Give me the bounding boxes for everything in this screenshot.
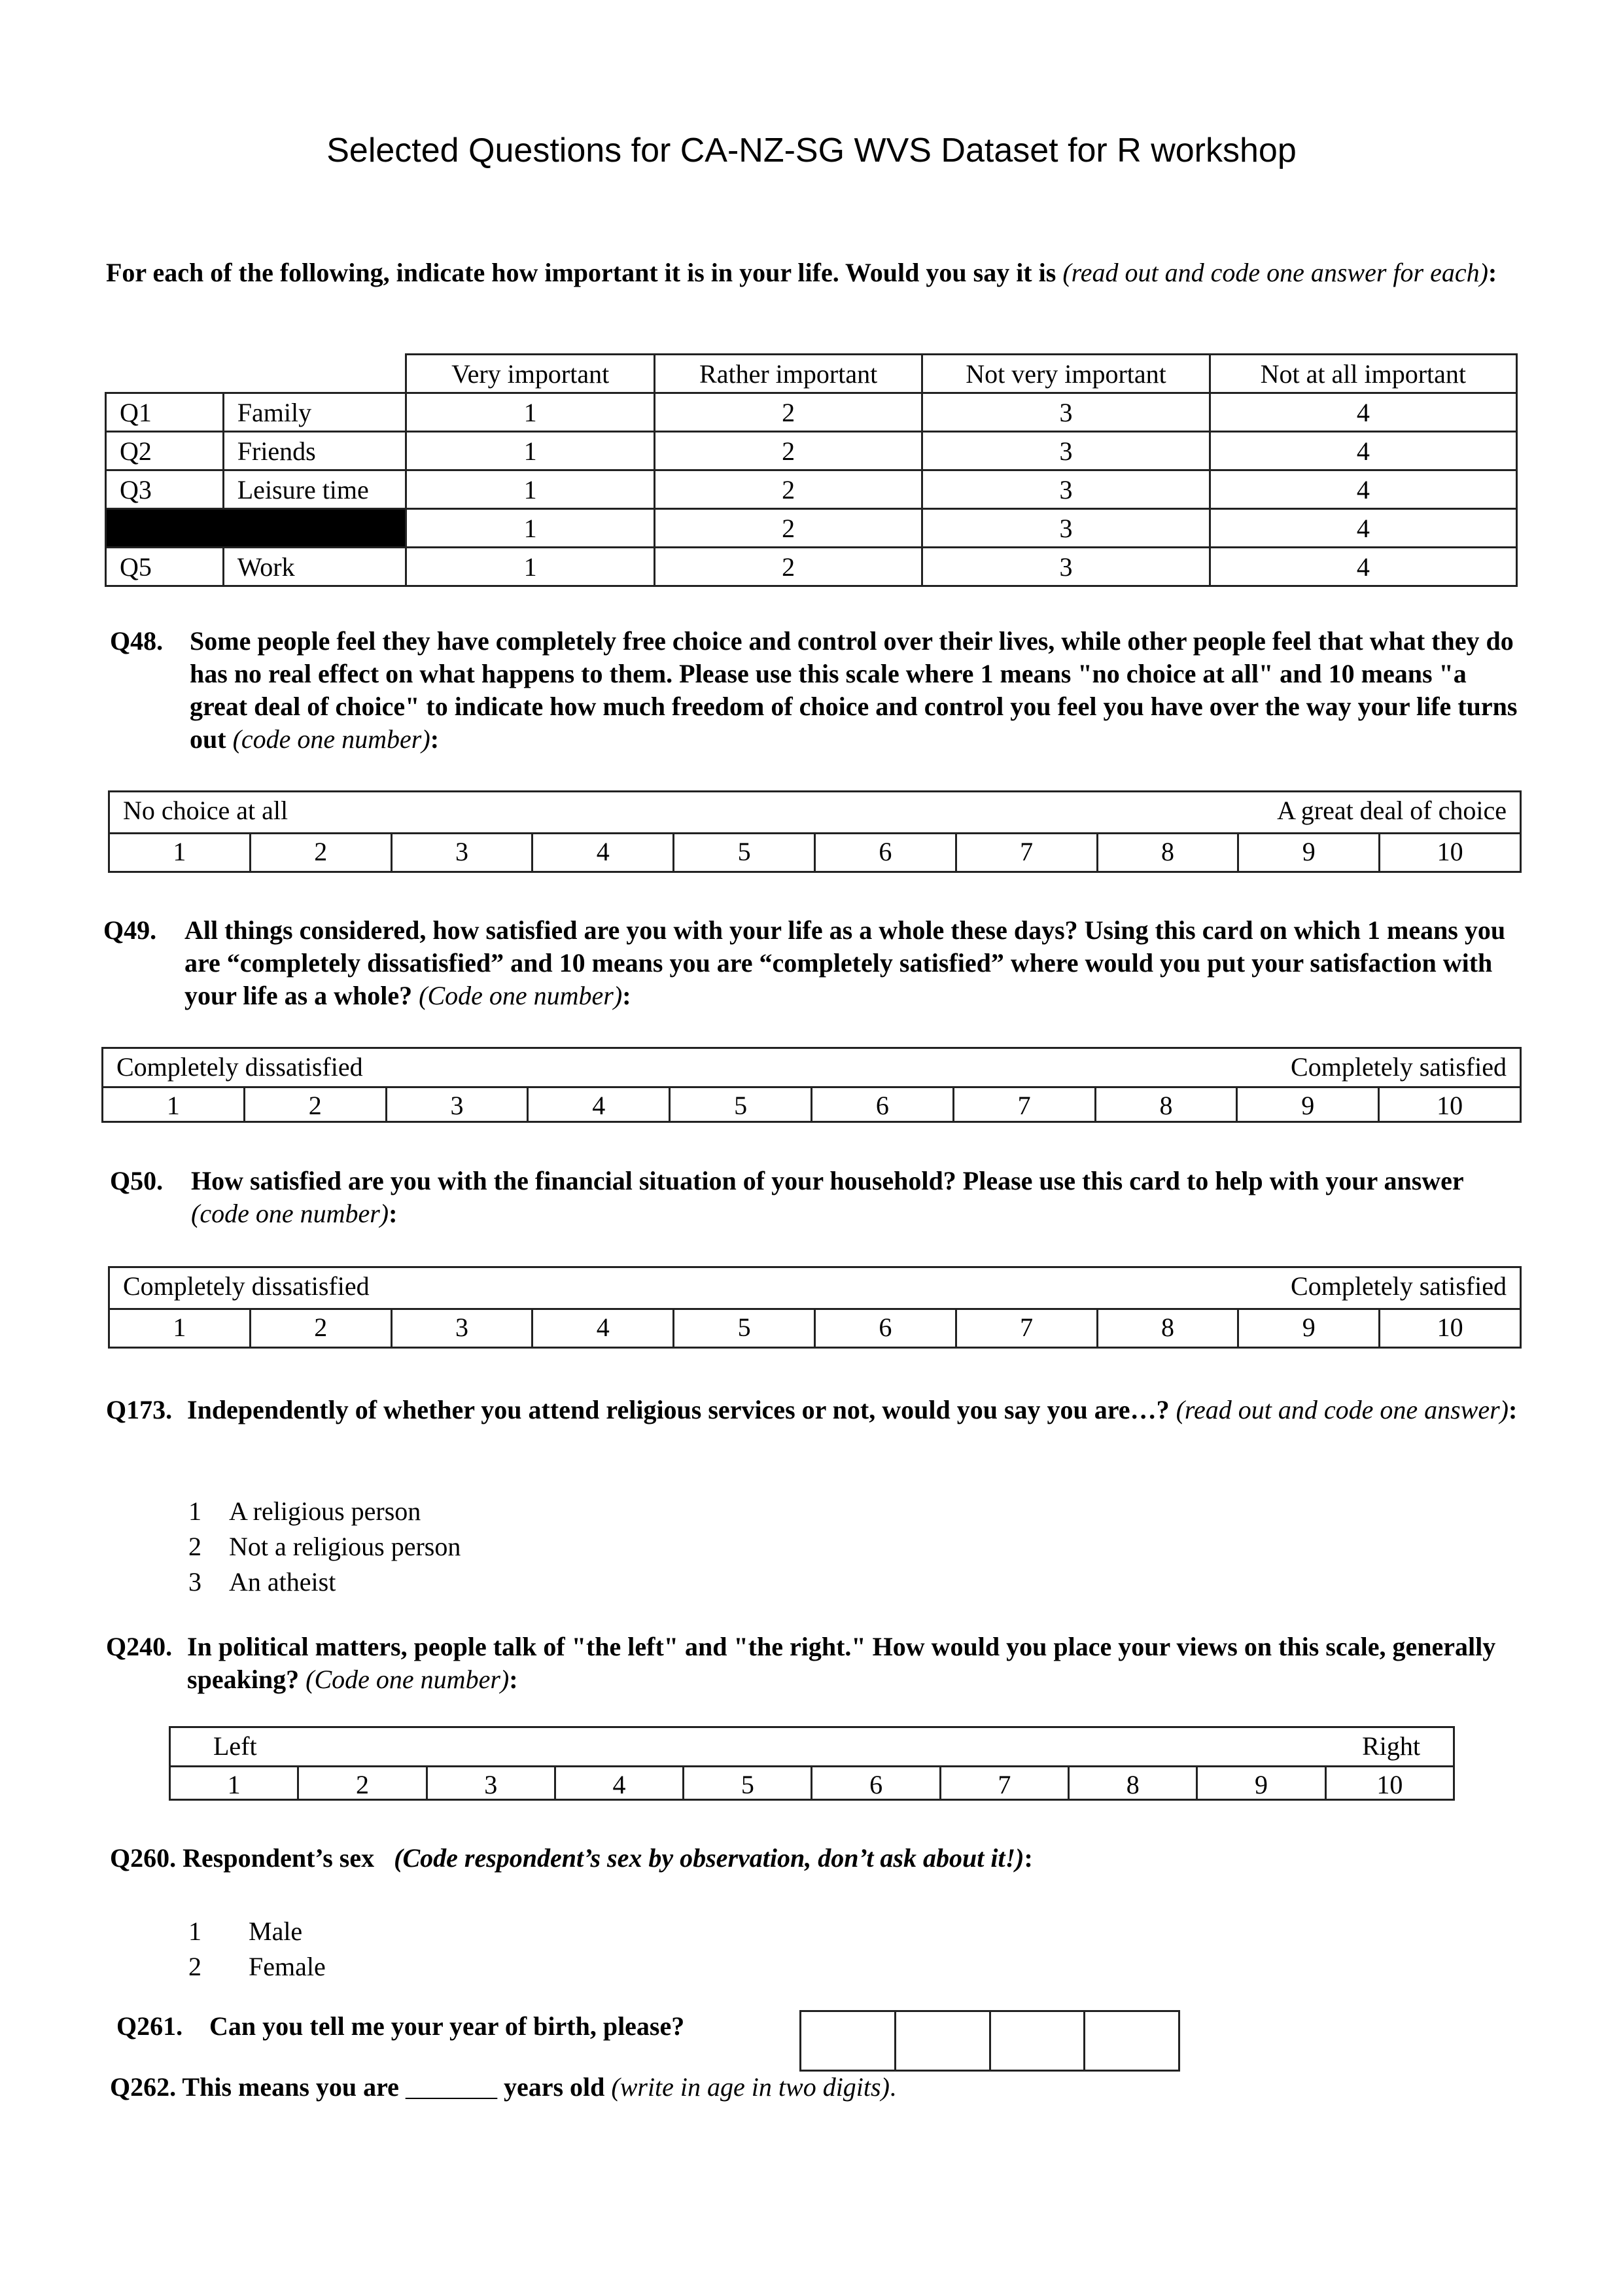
answer-code: 2	[654, 432, 922, 470]
answer-code: 2	[654, 393, 922, 432]
scale-option[interactable]: 6	[811, 1767, 939, 1799]
q50-end: :	[389, 1199, 398, 1228]
age-blank-field[interactable]: _______	[405, 2072, 497, 2102]
scale-option[interactable]: 7	[952, 1088, 1094, 1121]
q240-end: :	[509, 1665, 518, 1694]
q49-scale	[101, 1047, 1522, 1123]
scale-option[interactable]: 6	[814, 1310, 955, 1347]
scale-option[interactable]: 3	[391, 1310, 532, 1347]
answer-code: 1	[406, 509, 654, 548]
answer-code: 3	[922, 509, 1210, 548]
scale-option[interactable]: 9	[1196, 1767, 1324, 1799]
answer-code: 1	[406, 548, 654, 586]
importance-intro-text: For each of the following, indicate how important it is in your life. Would you say it is	[106, 258, 1056, 287]
q262-end: .	[889, 2072, 896, 2102]
scale-option[interactable]: 2	[297, 1767, 425, 1799]
scale-option[interactable]: 8	[1096, 834, 1238, 871]
scale-option[interactable]: 4	[554, 1767, 682, 1799]
q262-text-after: years old	[503, 2072, 605, 2102]
q50-left-label: Completely dissatisfied	[123, 1271, 370, 1301]
column-header: Not very important	[922, 355, 1210, 393]
option-label: A religious person	[229, 1496, 421, 1526]
q260-options	[188, 1914, 326, 1985]
scale-option[interactable]: 7	[939, 1767, 1068, 1799]
scale-option[interactable]: 1	[166, 1091, 180, 1120]
scale-option[interactable]: 6	[814, 834, 955, 871]
importance-table	[105, 353, 1518, 587]
q50-scale-header	[110, 1268, 1520, 1305]
answer-code: 4	[1210, 509, 1516, 548]
q48-right-label: A great deal of choice	[1277, 796, 1507, 825]
q240-scale	[169, 1726, 1455, 1801]
q262-question	[110, 2071, 896, 2104]
q48-instruction: (code one number)	[232, 724, 430, 754]
option-number: 1	[188, 1916, 201, 1946]
table-row	[106, 470, 1517, 509]
scale-option[interactable]: 5	[672, 834, 814, 871]
q240-code: Q240.	[106, 1632, 173, 1661]
scale-option[interactable]: 6	[811, 1088, 952, 1121]
q240-scale-row	[171, 1765, 1453, 1799]
q48-left-label: No choice at all	[123, 796, 288, 825]
q48-scale	[108, 790, 1522, 873]
year-of-birth-input[interactable]	[799, 2010, 1180, 2072]
q261-code: Q261.	[116, 2011, 183, 2041]
q49-instruction: (Code one number)	[419, 981, 623, 1010]
answer-code: 2	[654, 509, 922, 548]
q173-instruction: (read out and code one answer)	[1176, 1395, 1509, 1424]
year-digit-box[interactable]	[801, 2012, 894, 2070]
scale-option[interactable]: 9	[1236, 1088, 1378, 1121]
q50-code: Q50.	[110, 1166, 164, 1195]
answer-code: 4	[1210, 432, 1516, 470]
q48-text: Some people feel they have completely free choice and control over their lives, while other people feel that what they do has no real effect on what happens to them. Please use this scale where 1 means "no choice at all" and 10 means "a great deal of choice" to indicate how much freedom of choice and control you feel you have over the way your life turns out	[190, 626, 1518, 754]
scale-option[interactable]: 8	[1094, 1088, 1236, 1121]
answer-code: 4	[1210, 470, 1516, 509]
question-code: Q2	[106, 432, 224, 470]
column-header: Very important	[406, 355, 654, 393]
answer-code: 1	[406, 432, 654, 470]
q262-instruction: (write in age in two digits)	[611, 2072, 890, 2102]
q49-text: All things considered, how satisfied are you with your life as a whole these days? Using this card on which 1 means you are “completely dissatisfied” and 10 means you are “completely satisfied” where would you put your satisfaction with your life as a whole?	[184, 915, 1506, 1010]
column-header: Not at all important	[1210, 355, 1516, 393]
scale-option[interactable]: 5	[672, 1310, 814, 1347]
redacted-cell	[106, 509, 406, 548]
answer-code: 4	[1210, 393, 1516, 432]
q49-scale-row	[103, 1086, 1520, 1121]
list-item[interactable]	[188, 1949, 326, 1985]
q49-left-label: Completely dissatisfied	[116, 1052, 363, 1082]
scale-option[interactable]: 10	[1378, 1088, 1520, 1121]
q260-text: Respondent’s sex	[183, 1843, 375, 1873]
q240-right-label: Right	[1362, 1731, 1420, 1761]
q240-question	[187, 1631, 1522, 1696]
list-item[interactable]	[188, 1914, 326, 1949]
scale-option[interactable]: 2	[243, 1088, 385, 1121]
scale-option[interactable]: 9	[1237, 834, 1378, 871]
scale-option[interactable]: 7	[955, 1310, 1096, 1347]
scale-option[interactable]: 7	[955, 834, 1096, 871]
scale-option[interactable]: 3	[426, 1767, 554, 1799]
list-item[interactable]	[188, 1564, 461, 1600]
scale-option[interactable]: 5	[682, 1767, 811, 1799]
option-number: 2	[188, 1532, 201, 1561]
question-code: Q1	[106, 393, 224, 432]
q173-question	[187, 1394, 1522, 1426]
q260-code: Q260.	[110, 1843, 177, 1873]
scale-option[interactable]: 10	[1325, 1767, 1453, 1799]
q240-text: In political matters, people talk of "the left" and "the right." How would you place your views on this scale, generally speaking?	[187, 1632, 1496, 1694]
scale-option[interactable]: 1	[173, 1313, 186, 1342]
answer-code: 1	[406, 470, 654, 509]
column-header: Rather important	[654, 355, 922, 393]
q48-question	[190, 625, 1521, 756]
q260-instruction: (Code respondent’s sex by observation, don’t ask about it!)	[394, 1843, 1024, 1873]
scale-option[interactable]: 3	[391, 834, 532, 871]
q49-end: :	[622, 981, 631, 1010]
empty-cell	[106, 355, 224, 393]
q50-scale-row	[110, 1308, 1520, 1347]
q261-text: Can you tell me your year of birth, please?	[209, 2011, 685, 2041]
q50-scale	[108, 1266, 1522, 1349]
row-label: Friends	[223, 432, 406, 470]
scale-option[interactable]: 3	[385, 1088, 527, 1121]
row-label: Family	[223, 393, 406, 432]
scale-option[interactable]: 8	[1068, 1767, 1196, 1799]
scale-option[interactable]: 9	[1237, 1310, 1378, 1347]
scale-option[interactable]: 8	[1096, 1310, 1238, 1347]
scale-option[interactable]: 10	[1378, 834, 1520, 871]
year-digit-box[interactable]	[989, 2012, 1084, 2070]
scale-option[interactable]: 2	[249, 834, 391, 871]
scale-option[interactable]: 2	[249, 1310, 391, 1347]
q173-code: Q173.	[106, 1395, 173, 1424]
table-row	[106, 432, 1517, 470]
table-row	[106, 509, 1517, 548]
option-label: An atheist	[229, 1567, 336, 1597]
option-number: 2	[188, 1952, 201, 1981]
q260-end: :	[1024, 1843, 1033, 1873]
answer-code: 2	[654, 470, 922, 509]
scale-option[interactable]: 4	[527, 1088, 669, 1121]
scale-option[interactable]: 5	[669, 1088, 811, 1121]
q50-question	[191, 1165, 1519, 1230]
q262-code: Q262.	[110, 2072, 177, 2102]
option-number: 1	[188, 1496, 201, 1526]
answer-code: 2	[654, 548, 922, 586]
answer-code: 4	[1210, 548, 1516, 586]
importance-header-row	[106, 355, 1517, 393]
q240-scale-header	[171, 1728, 1453, 1765]
q173-options	[188, 1494, 461, 1600]
list-item[interactable]	[188, 1494, 461, 1529]
q48-code: Q48.	[110, 626, 164, 656]
table-row	[106, 548, 1517, 586]
answer-code: 3	[922, 432, 1210, 470]
q48-scale-header	[110, 792, 1520, 829]
q48-scale-row	[110, 832, 1520, 871]
option-label: Male	[249, 1916, 303, 1946]
row-label: Leisure time	[223, 470, 406, 509]
table-row	[106, 393, 1517, 432]
scale-option[interactable]: 1	[173, 837, 186, 866]
option-label: Female	[249, 1952, 326, 1981]
answer-code: 3	[922, 470, 1210, 509]
q240-left-label: Left	[213, 1731, 257, 1761]
empty-cell	[223, 355, 406, 393]
page-title: Selected Questions for CA-NZ-SG WVS Dataset for R workshop	[326, 132, 1297, 169]
answer-code: 3	[922, 393, 1210, 432]
question-code: Q5	[106, 548, 224, 586]
q48-end: :	[430, 724, 440, 754]
answer-code: 1	[406, 393, 654, 432]
importance-intro-instruction: (read out and code one answer for each)	[1062, 258, 1488, 287]
question-code: Q3	[106, 470, 224, 509]
year-digit-box[interactable]	[1083, 2012, 1178, 2070]
scale-option[interactable]: 4	[531, 1310, 672, 1347]
q260-question	[110, 1842, 1484, 1875]
q49-right-label: Completely satisfied	[1291, 1052, 1507, 1082]
row-label: Work	[223, 548, 406, 586]
list-item[interactable]	[188, 1529, 461, 1564]
q50-instruction: (code one number)	[191, 1199, 389, 1228]
q173-end: :	[1508, 1395, 1518, 1424]
q173-text: Independently of whether you attend religious services or not, would you say you are…?	[187, 1395, 1170, 1424]
q49-scale-header	[103, 1049, 1520, 1086]
q50-text: How satisfied are you with the financial situation of your household? Please use this card to help with your answer	[191, 1166, 1463, 1195]
q49-question	[184, 914, 1521, 1012]
importance-intro	[106, 256, 1519, 289]
q261-question	[116, 2010, 684, 2043]
year-digit-box[interactable]	[894, 2012, 989, 2070]
q240-instruction: (Code one number)	[305, 1665, 510, 1694]
scale-option[interactable]: 10	[1378, 1310, 1520, 1347]
q262-text: This means you are	[182, 2072, 399, 2102]
scale-option[interactable]: 1	[227, 1770, 241, 1799]
option-number: 3	[188, 1567, 201, 1597]
answer-code: 3	[922, 548, 1210, 586]
importance-intro-end: :	[1488, 258, 1497, 287]
option-label: Not a religious person	[229, 1532, 461, 1561]
q50-right-label: Completely satisfied	[1291, 1271, 1507, 1301]
scale-option[interactable]: 4	[531, 834, 672, 871]
q49-code: Q49.	[103, 915, 157, 945]
